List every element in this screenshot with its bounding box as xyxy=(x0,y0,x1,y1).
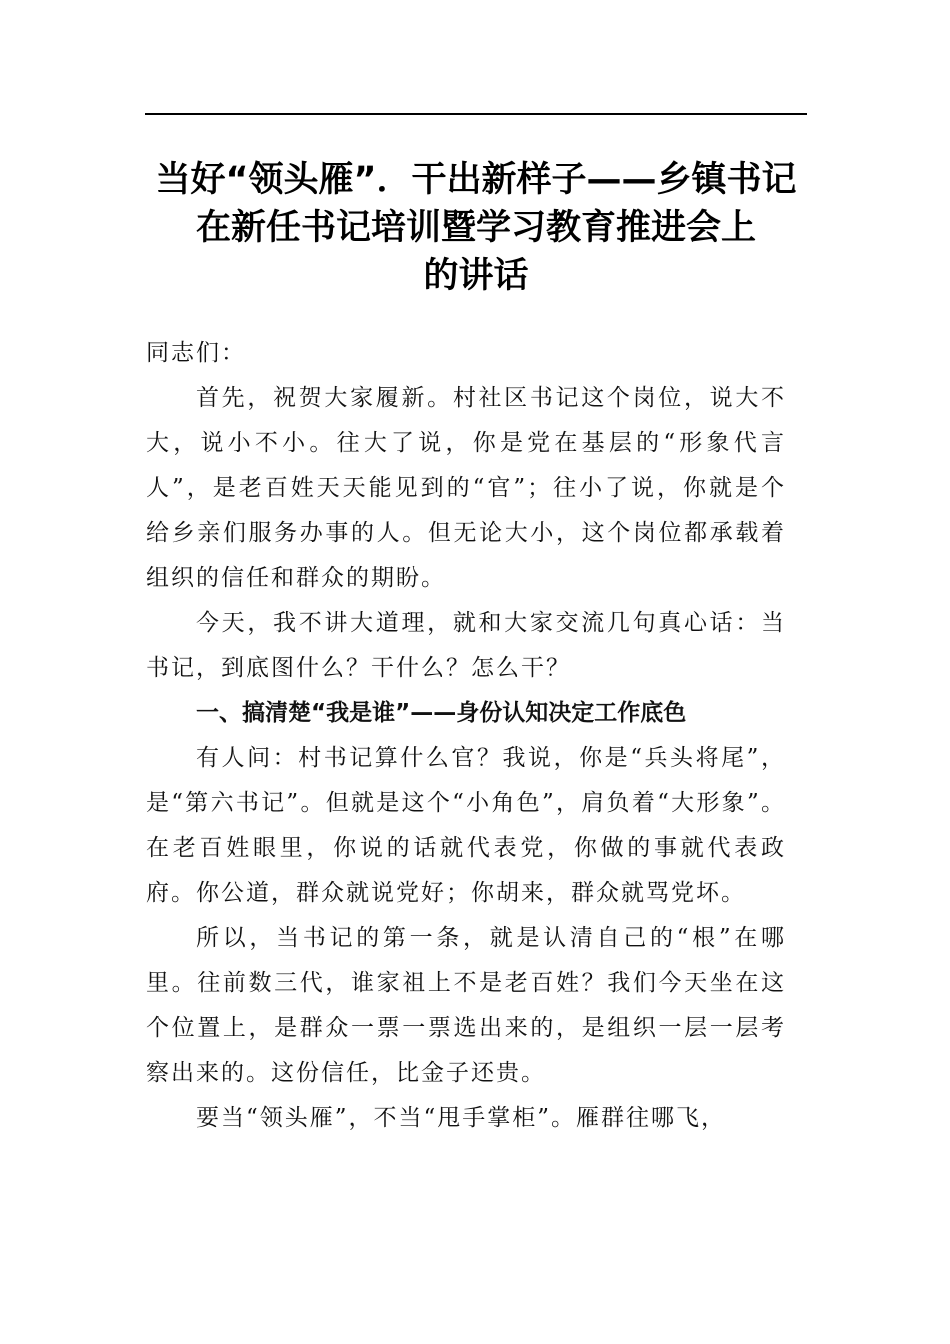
title-line-2: 在新任书记培训暨学习教育推进会上 xyxy=(195,208,756,248)
section-heading: 一、搞清楚“我是谁”——身份认知决定工作底色 xyxy=(196,700,687,726)
paragraph: 有人问：村书记算什么官？我说，你是“兵头将尾”，是“第六书记”。但就是这个“小角色”，肩负着“大形象”。在老百姓眼里，你说的话就代表党，你做的事就代表政府。你公道，群众就说党好；你胡来，群众就骂党坏。 xyxy=(146,745,786,906)
paragraph: 今天，我不讲大道理，就和大家交流几句真心话：当书记，到底图什么？干什么？怎么干？ xyxy=(146,610,786,681)
paragraph: 要当“领头雁”，不当“甩手掌柜”。雁群往哪飞， xyxy=(196,1105,727,1131)
title-line-3: 的讲话 xyxy=(423,256,529,296)
paragraph: 首先，祝贺大家履新。村社区书记这个岗位，说大不大，说小不小。往大了说，你是党在基层的“形象代言人”，是老百姓天天能见到的“官”；往小了说，你就是个给乡亲们服务办事的人。但无论大小，这个岗位都承载着组织的信任和群众的期盼。 xyxy=(146,385,786,591)
document-body xyxy=(146,331,786,1141)
header-rule xyxy=(145,113,807,115)
title-line-1: 当好“领头雁”．干出新样子——乡镇书记 xyxy=(155,160,797,200)
paragraph: 所以，当书记的第一条，就是认清自己的“根”在哪里。往前数三代，谁家祖上不是老百姓？我们今天坐在这个位置上，是群众一票一票选出来的，是组织一层一层考察出来的。这份信任，比金子还贵。 xyxy=(146,925,786,1086)
salutation: 同志们： xyxy=(146,340,246,366)
document-title xyxy=(140,156,812,300)
